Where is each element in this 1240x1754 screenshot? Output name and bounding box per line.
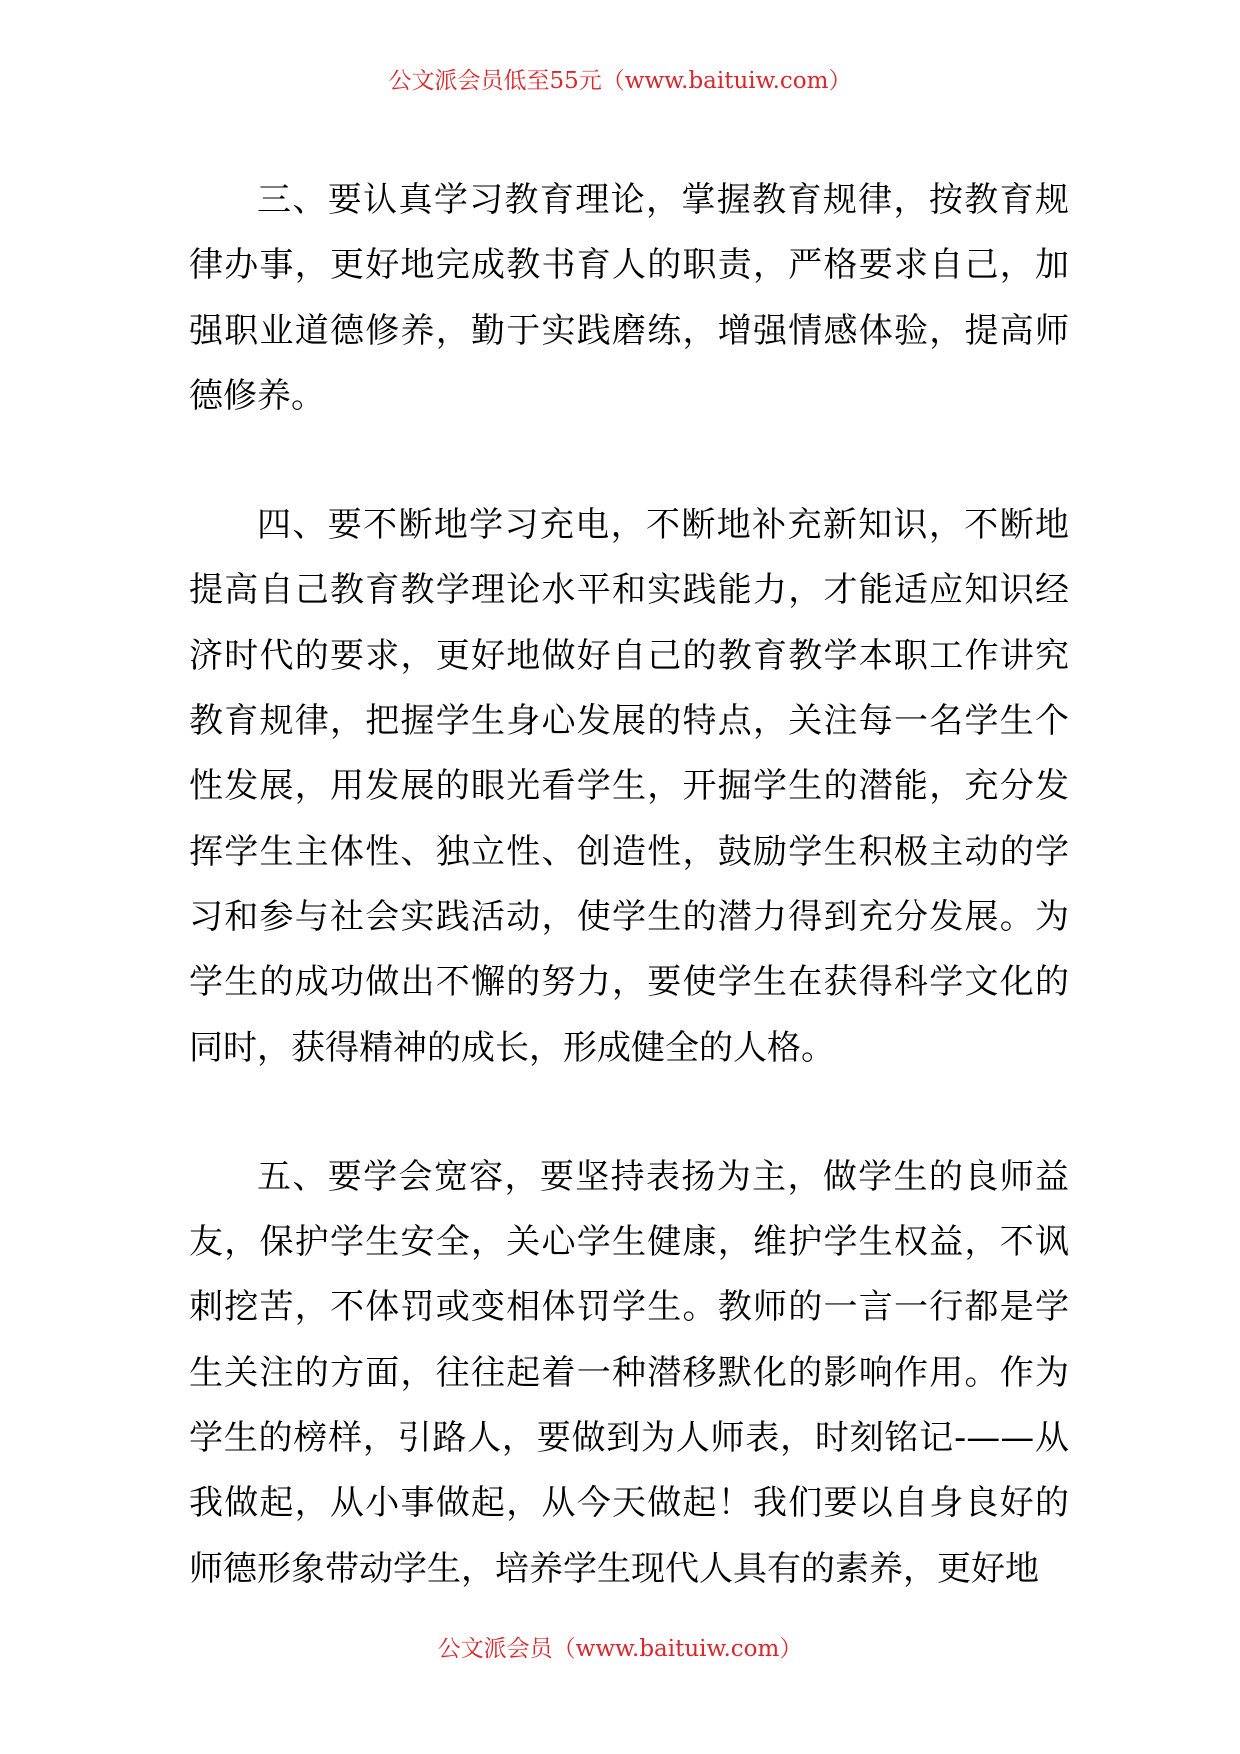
header-watermark-banner: 公文派会员低至55元（www.baituiw.com） xyxy=(388,68,852,94)
footer-watermark-banner: 公文派会员（www.baituiw.com） xyxy=(437,1636,803,1662)
paragraph-section-four: 四、要不断地学习充电，不断地补充新知识，不断地提高自己教育教学理论水平和实践能力，才能适应知识经济时代的要求，更好地做好自己的教育教学本职工作讲究教育规律，把握学生身心发展的特点，关注每一名学生个性发展，用发展的眼光看学生，开掘学生的潜能，充分发挥学生主体性、独立性、创造性，鼓励学生积极主动的学习和参与社会实践活动，使学生的潜力得到充分发展。为学生的成功做出不懈的努力，要使学生在获得科学文化的同时，获得精神的成长，形成健全的人格。 xyxy=(189,505,1069,1068)
document-body xyxy=(189,168,1069,1602)
paragraph-section-three: 三、要认真学习教育理论，掌握教育规律，按教育规律办事，更好地完成教书育人的职责，严格要求自己，加强职业道德修养，勤于实践磨练，增强情感体验，提高师德修养。 xyxy=(189,180,1069,416)
paragraph-section-five: 五、要学会宽容，要坚持表扬为主，做学生的良师益友，保护学生安全，关心学生健康，维护学生权益，不讽刺挖苦，不体罚或变相体罚学生。教师的一言一行都是学生关注的方面，往往起着一种潜移默化的影响作用。作为学生的榜样，引路人，要做到为人师表，时刻铭记-——从我做起，从小事做起，从今天做起！我们要以自身良好的师德形象带动学生，培养学生现代人具有的素养，更好地 xyxy=(189,1156,1069,1589)
